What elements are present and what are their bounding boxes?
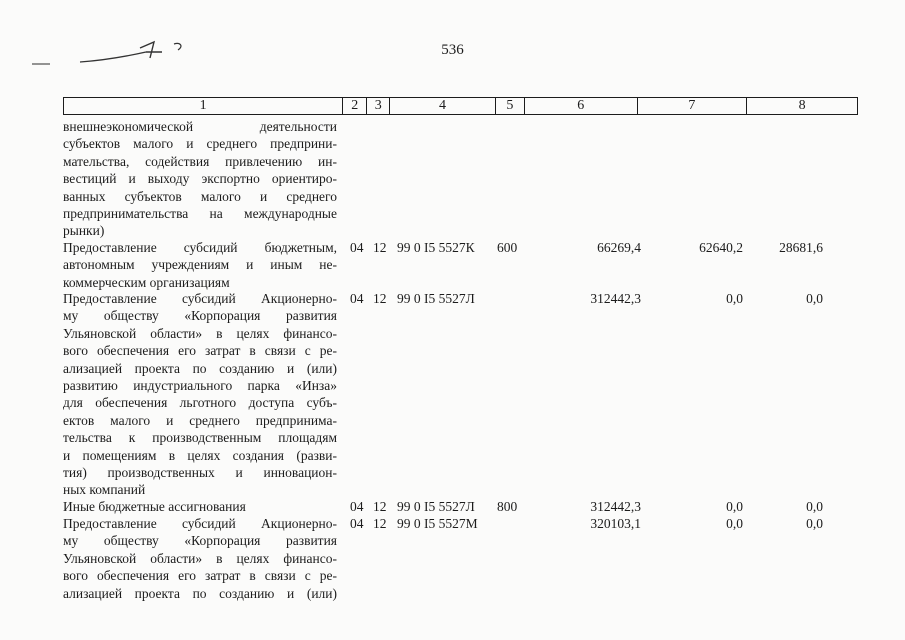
desc-line: и помещениям в целях создания (разви- — [63, 447, 337, 463]
desc-line: Предоставление субсидий Акционерно- — [63, 516, 337, 531]
amount-col-8: 28681,6 — [779, 240, 823, 255]
desc-line: Иные бюджетные ассигнования — [63, 499, 246, 514]
expense-type-code: 600 — [497, 240, 518, 255]
header-col-7: 7 — [638, 98, 748, 114]
desc-line: тельства к производственным площадям — [63, 430, 337, 446]
section-code: 04 — [350, 516, 364, 531]
desc-line: предпринимательства на международные — [63, 206, 337, 222]
amount-col-6: 320103,1 — [590, 516, 641, 531]
desc-line: ализацией проекта по созданию и (или) — [63, 360, 337, 376]
desc-line: Ульяновской области» в целях финансо- — [63, 325, 337, 341]
target-article-code: 99 0 I5 5527Л — [397, 291, 475, 306]
header-col-1: 1 — [64, 98, 343, 114]
amount-col-7: 62640,2 — [699, 240, 743, 255]
target-article-code: 99 0 I5 5527Л — [397, 499, 475, 514]
target-article-code: 99 0 I5 5527К — [397, 240, 475, 255]
amount-col-8: 0,0 — [806, 499, 823, 514]
desc-line: Предоставление субсидий Акционерно- — [63, 291, 337, 306]
amount-col-7: 0,0 — [726, 499, 743, 514]
desc-line: мательства, содействия привлечению ин- — [63, 153, 337, 169]
target-article-code: 99 0 I5 5527М — [397, 516, 478, 531]
desc-line: вестиций и выходу экспортно ориентиро- — [63, 171, 337, 187]
desc-line: коммерческим организациям — [63, 274, 230, 290]
desc-line: тия) производственных и инновацион- — [63, 465, 337, 481]
section-code: 04 — [350, 291, 364, 306]
amount-col-6: 312442,3 — [590, 291, 641, 306]
desc-line: ных компаний — [63, 482, 146, 498]
desc-line: ектов малого и среднего предпринима- — [63, 412, 337, 428]
amount-col-8: 0,0 — [806, 291, 823, 306]
amount-col-6: 312442,3 — [590, 499, 641, 514]
desc-line: вого обеспечения его затрат в связи с ре- — [63, 343, 337, 359]
desc-line: Ульяновской области» в целях финансо- — [63, 550, 337, 566]
row-description — [63, 498, 337, 515]
amount-col-6: 66269,4 — [597, 240, 641, 255]
page-number: 536 — [441, 42, 464, 58]
desc-line: вого обеспечения его затрат в связи с ре- — [63, 568, 337, 584]
expense-type-code: 800 — [497, 499, 518, 514]
row-description — [63, 515, 337, 602]
header-col-8: 8 — [798, 98, 806, 113]
row-description — [63, 118, 337, 240]
desc-line: субъектов малого и среднего предприни- — [63, 136, 337, 152]
section-code: 04 — [350, 240, 364, 255]
header-col-2: 2 — [343, 98, 367, 114]
desc-line: развитию индустриального парка «Инза» — [63, 378, 337, 394]
desc-line: му обществу «Корпорация развития — [63, 533, 337, 549]
header-col-3: 3 — [367, 98, 390, 114]
desc-line: для обеспечения льготного доступа субъ- — [63, 395, 337, 411]
amount-col-7: 0,0 — [726, 291, 743, 306]
desc-line: му обществу «Корпорация развития — [63, 308, 337, 324]
subsection-code: 12 — [373, 499, 387, 514]
desc-line: ализацией проекта по созданию и (или) — [63, 585, 337, 601]
header-col-6: 6 — [525, 98, 638, 114]
desc-line: ванных субъектов малого и среднего — [63, 188, 337, 204]
row-description — [63, 239, 337, 291]
desc-line: рынки) — [63, 223, 105, 239]
subsection-code: 12 — [373, 516, 387, 531]
subsection-code: 12 — [373, 291, 387, 306]
section-code: 04 — [350, 499, 364, 514]
row-description — [63, 290, 337, 499]
header-col-5: 5 — [496, 98, 525, 114]
amount-col-7: 0,0 — [726, 516, 743, 531]
desc-line: Предоставление субсидий бюджетным, — [63, 240, 337, 255]
desc-line: внешнеэкономической деятельности — [63, 119, 337, 134]
subsection-code: 12 — [373, 240, 387, 255]
desc-line: автономным учреждениям и иным не- — [63, 257, 337, 273]
table-header — [63, 97, 858, 115]
amount-col-8: 0,0 — [806, 516, 823, 531]
header-col-4: 4 — [390, 98, 496, 114]
